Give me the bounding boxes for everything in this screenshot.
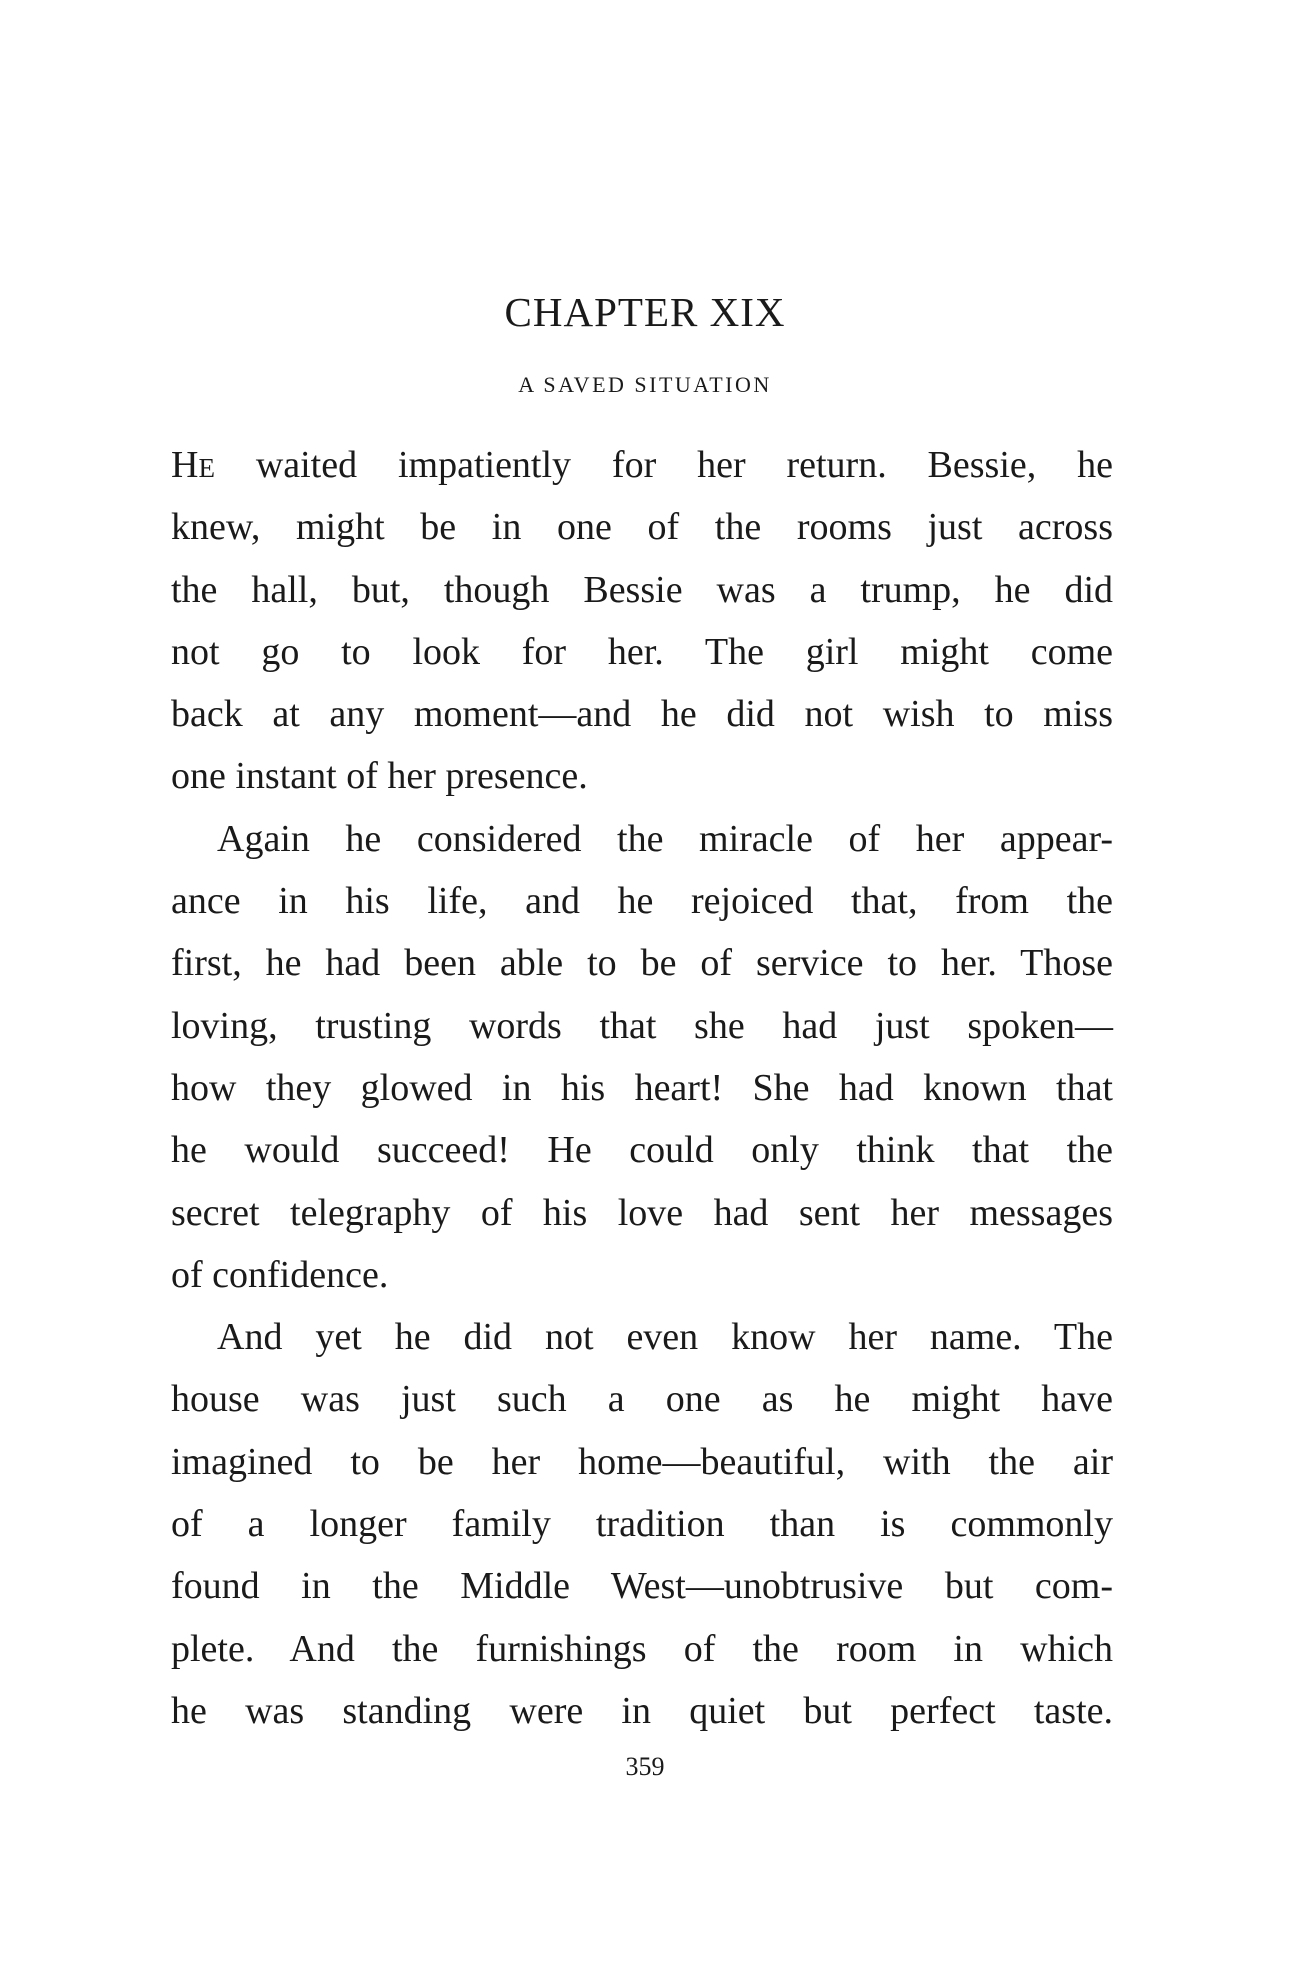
text-line: first, he had been able to be of service to her. Those	[171, 942, 1113, 985]
text-line: one instant of her presence.	[171, 755, 588, 798]
text-line: Again he considered the miracle of her appear-	[217, 817, 1113, 860]
text-line: of confidence.	[171, 1253, 389, 1296]
text-line: the hall, but, though Bessie was a trump, he did	[171, 568, 1113, 611]
text-line: back at any moment—and he did not wish to miss	[171, 693, 1113, 736]
text-line: he was standing were in quiet but perfect taste.	[171, 1689, 1113, 1732]
text-line: imagined to be her home—beautiful, with the air	[171, 1440, 1113, 1483]
page-number: 359	[625, 1752, 665, 1781]
text-line: found in the Middle West—unobtrusive but com-	[171, 1565, 1113, 1608]
text-line-content: waited impatiently for her return. Bessie, he	[255, 444, 1114, 486]
text-line: house was just such a one as he might have	[171, 1378, 1113, 1421]
text-line: secret telegraphy of his love had sent her messages	[171, 1191, 1113, 1234]
text-line: not go to look for her. The girl might come	[171, 630, 1113, 673]
chapter-title: CHAPTER XIX	[504, 289, 786, 335]
text-line: knew, might be in one of the rooms just across	[171, 506, 1113, 549]
text-line: plete. And the furnishings of the room in which	[171, 1627, 1113, 1670]
text-line: he would succeed! He could only think that the	[171, 1129, 1113, 1172]
text-line: loving, trusting words that she had just spoken—	[171, 1004, 1113, 1047]
lead-word: He	[171, 444, 215, 486]
text-line	[171, 434, 1113, 496]
body-text	[171, 434, 1113, 1742]
chapter-subtitle: A SAVED SITUATION	[518, 372, 772, 397]
text-line: And yet he did not even know her name. The	[217, 1316, 1113, 1359]
text-line: of a longer family tradition than is commonly	[171, 1503, 1113, 1546]
text-line: ance in his life, and he rejoiced that, from the	[171, 880, 1113, 923]
text-line: how they glowed in his heart! She had known that	[171, 1066, 1113, 1109]
